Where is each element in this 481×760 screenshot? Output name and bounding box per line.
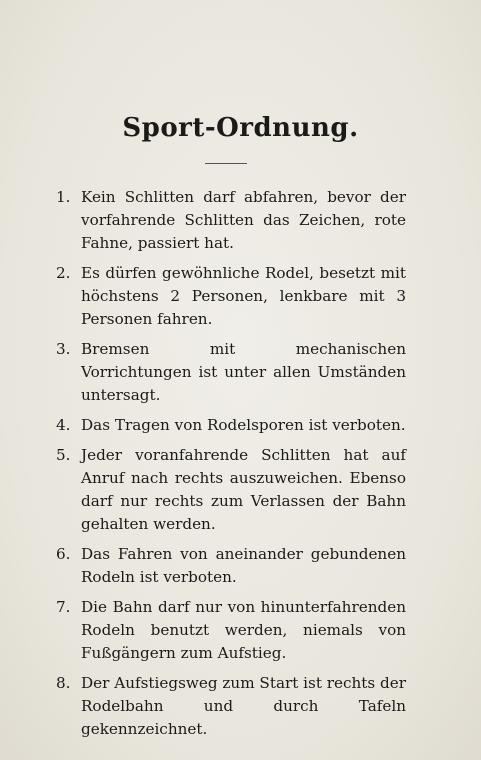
rule-number: 5.	[56, 446, 71, 464]
rule-item-3	[56, 338, 406, 407]
rule-item-5	[56, 444, 406, 536]
rule-text: Das Tragen von Rodelsporen ist verboten.	[81, 416, 406, 434]
rule-text: Die Bahn darf nur von hinunterfahrenden Rodeln benutzt werden, niemals von Fußgängern zum Aufstieg.	[81, 598, 406, 662]
rule-text: Jeder voranfahrende Schlitten hat auf Anruf nach rechts auszuweichen. Ebenso darf nur rechts zum Verlassen der Bahn gehalten werden.	[81, 446, 406, 533]
rule-item-7	[56, 596, 406, 665]
rule-text: Der Aufstiegsweg zum Start ist rechts der Rodelbahn und durch Tafeln gekennzeichnet.	[81, 674, 406, 738]
rule-text: Bremsen mit mechanischen Vorrichtungen ist unter allen Umständen untersagt.	[81, 340, 406, 404]
rule-number: 2.	[56, 264, 71, 282]
rule-item-1	[56, 186, 406, 255]
rule-number: 1.	[56, 188, 71, 206]
rule-number: 3.	[56, 340, 71, 358]
rule-number: 8.	[56, 674, 71, 692]
rules-list	[56, 186, 406, 748]
rule-item-6	[56, 543, 406, 589]
rule-text: Kein Schlitten darf abfahren, bevor der vorfahrende Schlitten das Zeichen, rote Fahne, passiert hat.	[81, 188, 406, 252]
rule-item-2	[56, 262, 406, 331]
rule-number: 6.	[56, 545, 71, 563]
rule-text: Das Fahren von aneinander gebundenen Rodeln ist verboten.	[81, 545, 406, 586]
page-title: Sport-Ordnung.	[122, 113, 359, 143]
title-divider	[205, 163, 247, 164]
rule-item-8	[56, 672, 406, 741]
rule-item-4	[56, 414, 406, 437]
rule-number: 4.	[56, 416, 71, 434]
rule-text: Es dürfen gewöhnliche Rodel, besetzt mit höchstens 2 Personen, lenkbare mit 3 Personen fahren.	[81, 264, 406, 328]
rule-number: 7.	[56, 598, 71, 616]
